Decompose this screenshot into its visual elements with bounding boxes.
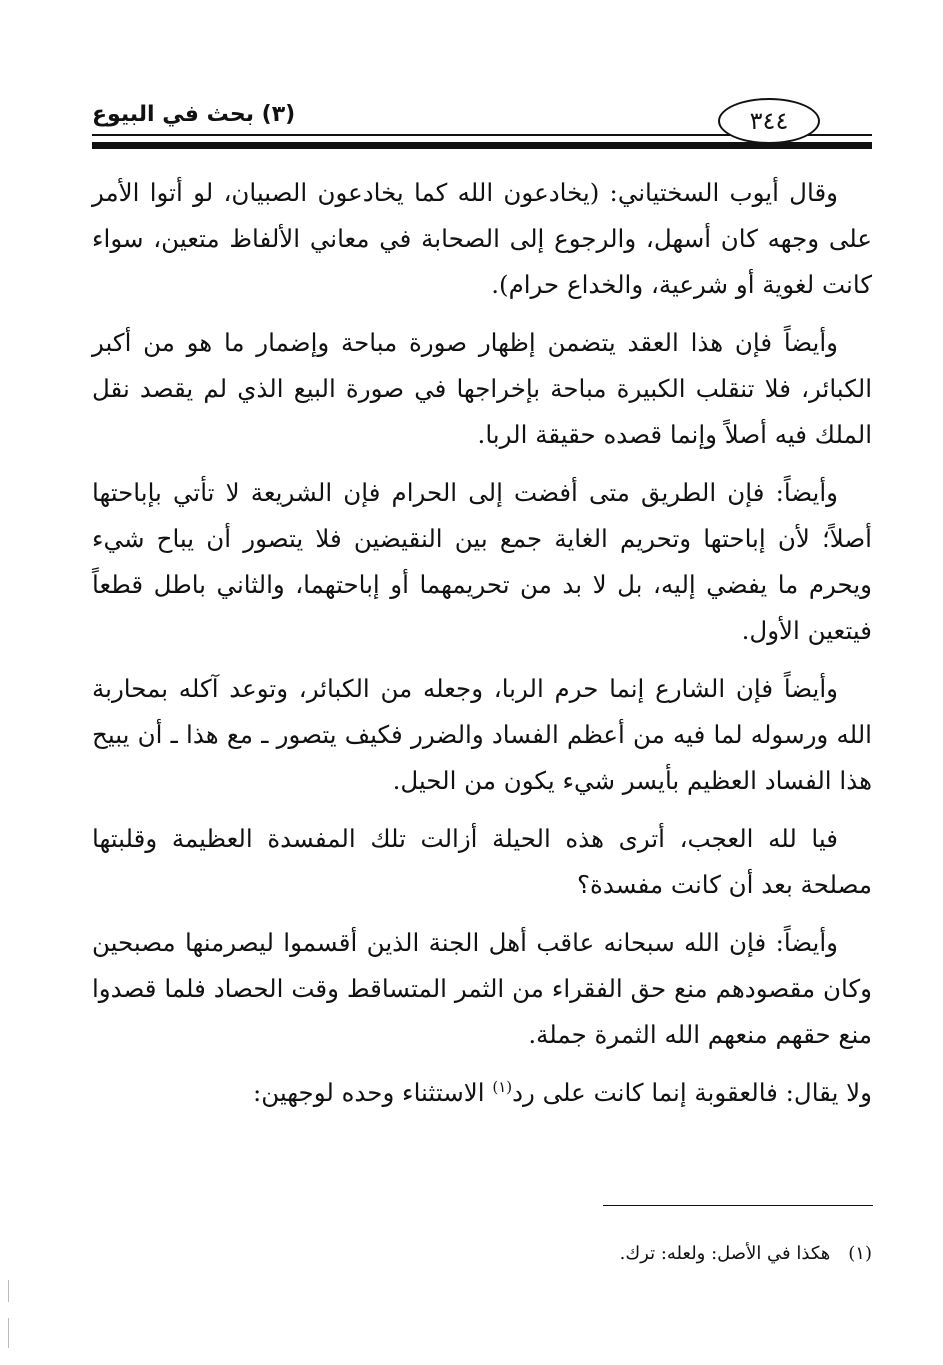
paragraph-wonder: فيا لله العجب، أترى هذه الحيلة أزالت تلك المفسدة العظيمة وقلبتها مصلحة بعد أن كانت مفسدة؟ xyxy=(92,824,872,899)
objection-after-ref: الاستثناء وحده لوجهين: xyxy=(252,1078,493,1107)
footnote-separator xyxy=(603,1205,873,1206)
footnote xyxy=(92,1240,872,1268)
scan-edge-mark xyxy=(8,1318,9,1348)
scan-edge-mark xyxy=(8,1280,9,1302)
paragraph-ayyub-quote: وقال أيوب السختياني: (يخادعون الله كما يخادعون الصبيان، لو أتوا الأمر على وجهه كان أسهل، والرجوع إلى الصحابة في معاني الألفاظ متعين، سواء كانت لغوية أو شرعية، والخداع حرام). xyxy=(92,178,872,299)
objection-before-ref: ولا يقال: فالعقوبة إنما كانت على رد xyxy=(512,1078,872,1107)
running-head xyxy=(92,92,872,152)
footnote-text: هكذا في الأصل: ولعله: ترك. xyxy=(619,1243,831,1264)
page-number: ٣٤٤ xyxy=(718,98,820,144)
paragraph-path-to-forbidden: وأيضاً: فإن الطريق متى أفضت إلى الحرام فإن الشريعة لا تأتي بإباحتها أصلاً؛ لأن إباحتها وتحريم الغاية جمع بين النقيضين فلا يتصور أن يباح شيء ويحرم ما يفضي إليه، بل لا بد من تحريمهما أو إباحتهما، والثاني باطل قطعاً فيتعين الأول. xyxy=(92,478,872,645)
paragraph-riba-prohibition: وأيضاً فإن الشارع إنما حرم الربا، وجعله من الكبائر، وتوعد آكله بمحاربة الله ورسوله لما فيه من أعظم الفساد والضرر فكيف يتصور ـ مع هذا ـ أن يبيح هذا الفساد العظيم بأيسر شيء يكون من الحيل. xyxy=(92,674,872,795)
paragraph-contract-form: وأيضاً فإن هذا العقد يتضمن إظهار صورة مباحة وإضمار ما هو من أكبر الكبائر، فلا تنقلب الكبيرة مباحة بإخراجها في صورة البيع الذي لم يقصد نقل الملك فيه أصلاً وإنما قصده حقيقة الربا. xyxy=(92,328,872,449)
paragraph-garden-people: وأيضاً: فإن الله سبحانه عاقب أهل الجنة الذين أقسموا ليصرمنها مصبحين وكان مقصودهم منع حق الفقراء من الثمر المتساقط وقت الحصاد فلما قصدوا منع حقهم منعهم الله الثمرة جملة. xyxy=(92,928,872,1049)
footnote-marker: (١) xyxy=(848,1243,872,1264)
body-text xyxy=(92,170,872,1128)
footnote-reference: (١) xyxy=(492,1077,513,1096)
paragraph-objection xyxy=(92,1070,872,1116)
running-head-title: (٣) بحث في البيوع xyxy=(92,102,296,127)
